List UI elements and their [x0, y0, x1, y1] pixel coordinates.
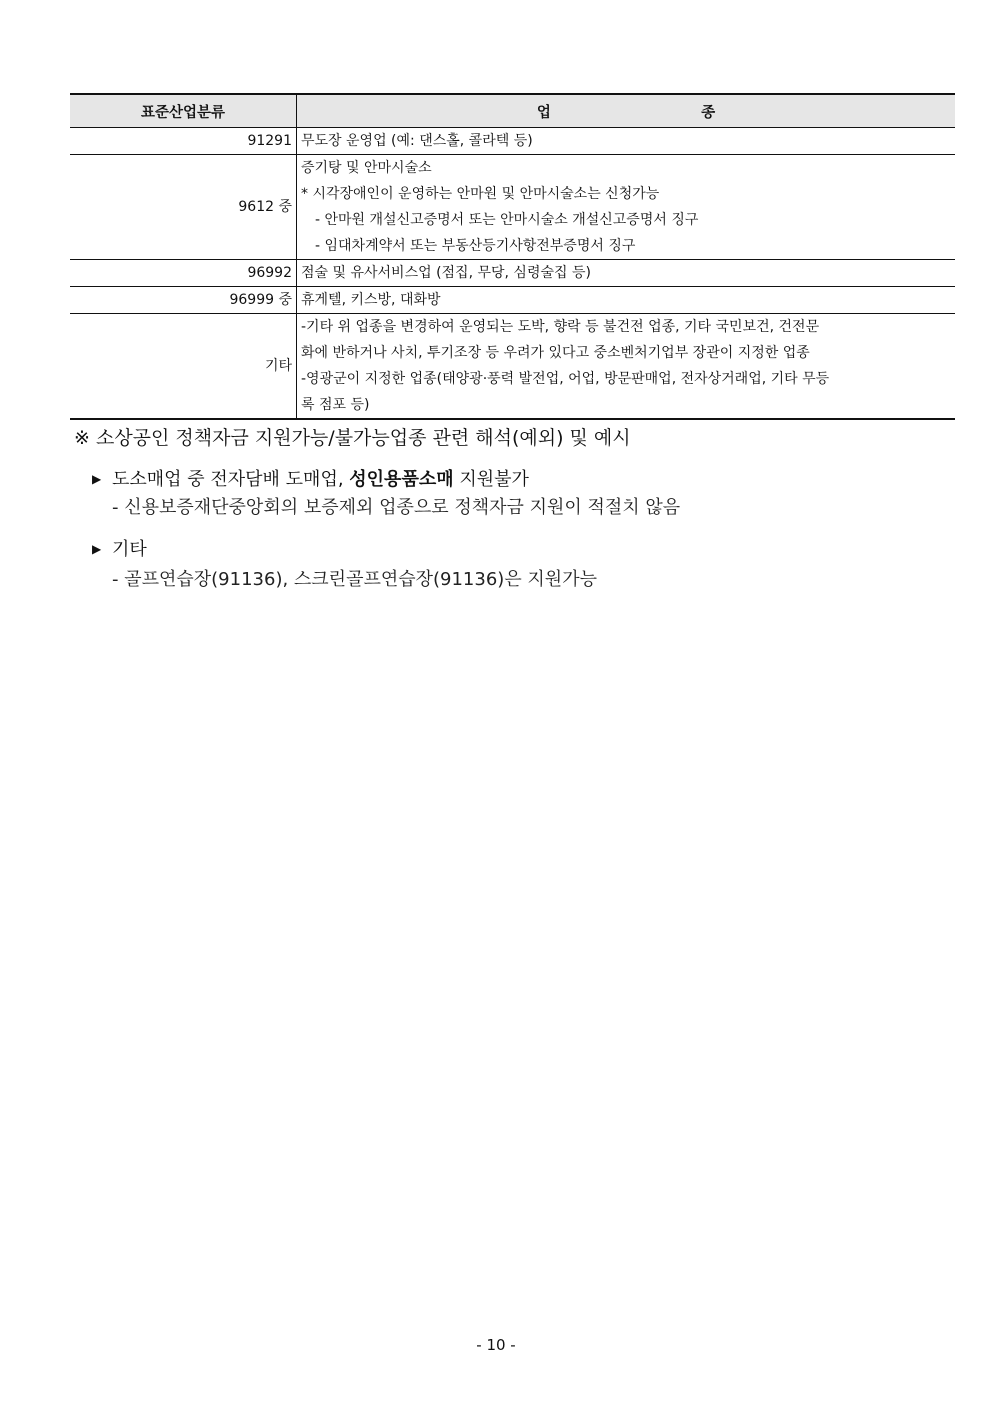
row-desc — [297, 314, 956, 420]
item-heading-part: 지원불가 — [453, 469, 529, 490]
header-code: 표준산업분류 — [70, 94, 297, 128]
triangle-bullet-icon: ▶ — [92, 472, 102, 486]
row-line: 화에 반하거나 사치, 투기조장 등 우려가 있다고 중소벤처기업부 장관이 지정한 업종 — [301, 345, 810, 361]
row-desc — [297, 260, 956, 287]
triangle-bullet-icon: ▶ — [92, 542, 102, 556]
row-line: -영광군이 지정한 업종(태양광·풍력 발전업, 어업, 방문판매업, 전자상거래업, 기타 무등 — [301, 371, 830, 387]
item-heading-part: 성인용품소매 — [349, 469, 454, 490]
row-desc — [297, 287, 956, 314]
row-desc — [297, 128, 956, 155]
header-industry-a: 업 — [536, 104, 551, 121]
item-heading — [92, 466, 529, 493]
row-line: 점술 및 유사서비스업 (점집, 무당, 심령술집 등) — [301, 265, 591, 281]
row-line: - 임대차계약서 또는 부동산등기사항전부증명서 징구 — [315, 238, 636, 254]
row-line: * 시각장애인이 운영하는 안마원 및 안마시술소는 신청가능 — [301, 186, 660, 202]
table-row — [70, 128, 955, 155]
item-heading-part: 기타 — [112, 539, 147, 560]
table-header-row — [70, 94, 955, 128]
item-detail: - 골프연습장(91136), 스크린골프연습장(91136)은 지원가능 — [112, 569, 597, 590]
page-number: - 10 - — [476, 1336, 516, 1354]
industry-table — [70, 93, 955, 420]
section-title: ※ 소상공인 정책자금 지원가능/불가능업종 관련 해석(예외) 및 예시 — [74, 427, 631, 449]
row-code: 기타 — [70, 314, 297, 420]
row-line: 휴게텔, 키스방, 대화방 — [301, 292, 441, 308]
row-code: 91291 — [70, 128, 297, 155]
row-line: 무도장 운영업 (예: 댄스홀, 콜라텍 등) — [301, 133, 533, 149]
table-row — [70, 155, 955, 260]
row-code: 9612 중 — [70, 155, 297, 260]
header-industry — [297, 94, 956, 128]
item-heading-part: 전자담배 도매업, — [204, 469, 350, 490]
row-line: - 안마원 개설신고증명서 또는 안마시술소 개설신고증명서 징구 — [315, 212, 699, 228]
item-heading — [92, 536, 147, 563]
header-industry-b: 종 — [701, 104, 716, 121]
table-row — [70, 287, 955, 314]
table-row — [70, 314, 955, 420]
table-row — [70, 260, 955, 287]
item-detail: - 신용보증재단중앙회의 보증제외 업종으로 정책자금 지원이 적절치 않음 — [112, 497, 681, 518]
row-code: 96992 — [70, 260, 297, 287]
row-line: -기타 위 업종을 변경하여 운영되는 도박, 향락 등 불건전 업종, 기타 국민보건, 건전문 — [301, 319, 820, 335]
row-line: 증기탕 및 안마시술소 — [301, 160, 432, 176]
row-desc — [297, 155, 956, 260]
row-code: 96999 중 — [70, 287, 297, 314]
item-heading-part: 도소매업 중 — [112, 469, 205, 490]
row-line: 록 점포 등) — [301, 397, 370, 413]
